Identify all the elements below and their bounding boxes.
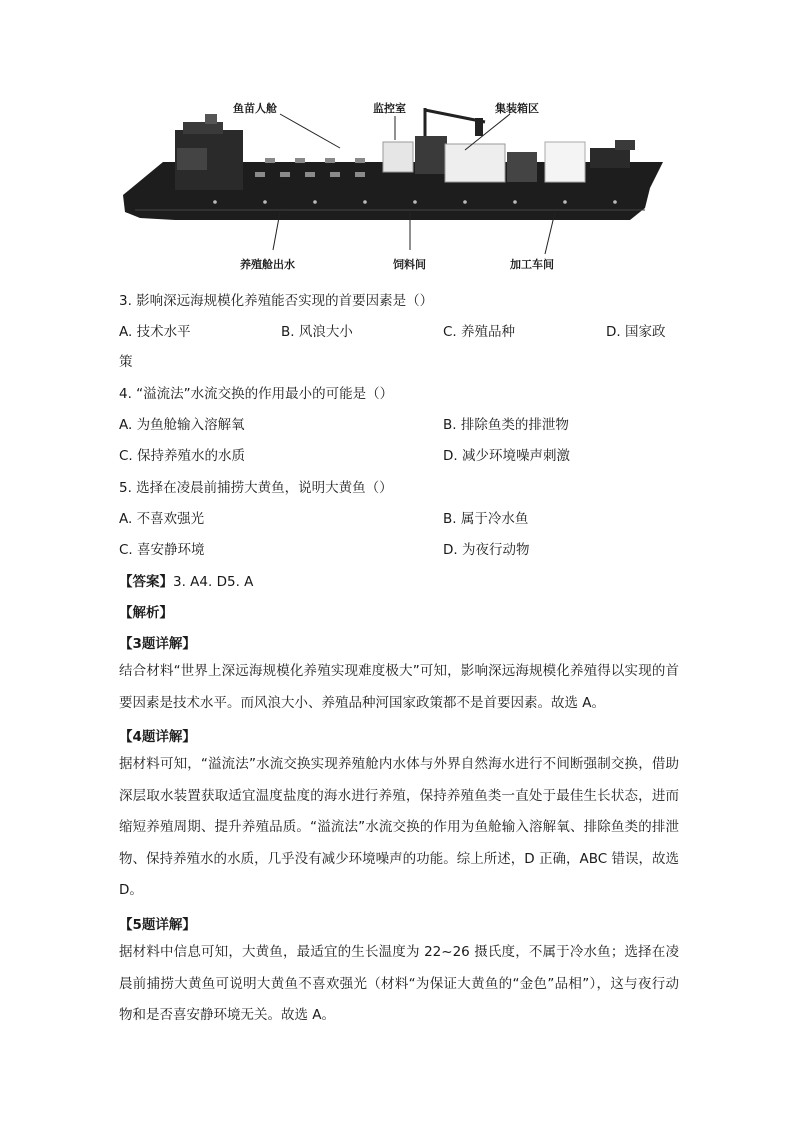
detail-3-text: 结合材料“世界上深远海规模化养殖实现难度极大”可知，影响深远海规模化养殖得以实现的首要因素是技术水平。而风浪大小、养殖品种河国家政策都不是首要因素。故选 A。: [119, 663, 679, 711]
q4-option-c: C. 保持养殖水的水质: [119, 448, 246, 464]
q3-option-a: A. 技术水平: [119, 324, 191, 340]
detail-5-text: 据材料中信息可知，大黄鱼，最适宜的生长温度为 22~26 摄氏度，不属于冷水鱼；选择在凌晨前捕捞大黄鱼可说明大黄鱼不喜欢强光（材料“为保证大黄鱼的“金色”品相”），这与夜行动物和是否喜安静环境无关。故选 A。: [119, 944, 679, 1023]
answer-text: 3. A4. D5. A: [173, 574, 254, 590]
q4-stem: 4. “溢流法”水流交换的作用最小的可能是（）: [119, 386, 394, 402]
q4-option-b: B. 排除鱼类的排泄物: [443, 417, 569, 433]
label-processing: 加工车间: [510, 258, 554, 271]
q4-option-d: D. 减少环境噪声刺激: [443, 448, 570, 464]
label-fry-cabin: 鱼苗人舱: [233, 102, 277, 115]
analysis-label: 【解析】: [119, 605, 173, 621]
q4-option-a: A. 为鱼舱输入溶解氧: [119, 417, 245, 433]
q5-option-b: B. 属于冷水鱼: [443, 511, 529, 527]
detail-5-label: 【5题详解】: [119, 917, 196, 933]
label-feed-room: 饲料间: [393, 258, 426, 271]
ship-figure: [115, 100, 675, 280]
detail-3-label: 【3题详解】: [119, 636, 196, 652]
detail-4-label: 【4题详解】: [119, 729, 196, 745]
q3-option-b: B. 风浪大小: [281, 324, 353, 340]
q3-option-c: C. 养殖品种: [443, 324, 516, 340]
q5-option-d: D. 为夜行动物: [443, 542, 530, 558]
q3-stem: 3. 影响深远海规模化养殖能否实现的首要因素是（）: [119, 293, 434, 309]
q5-option-c: C. 喜安静环境: [119, 542, 205, 558]
label-container-area: 集装箱区: [495, 102, 539, 115]
answer-label: 【答案】: [119, 574, 173, 590]
q3-option-d-cont: 策: [119, 354, 133, 370]
detail-4-text: 据材料可知，“溢流法”水流交换实现养殖舱内水体与外界自然海水进行不间断强制交换，借助深层取水装置获取适宜温度盐度的海水进行养殖，保持养殖鱼类一直处于最佳生长状态，进而缩短养殖周期、提升养殖品质。“溢流法”水流交换的作用为鱼舱输入溶解氧、排除鱼类的排泄物、保持养殖水的水质，几乎没有减少环境噪声的功能。综上所述，D 正确，ABC 错误，故选 D。: [119, 756, 679, 898]
q3-option-d: D. 国家政: [606, 324, 666, 340]
answer-line: [119, 572, 253, 592]
ship-illustration: [115, 100, 675, 280]
label-cabin-outlet: 养殖舱出水: [240, 258, 295, 271]
label-control-room: 监控室: [373, 102, 406, 115]
q5-option-a: A. 不喜欢强光: [119, 511, 205, 527]
q5-stem: 5. 选择在凌晨前捕捞大黄鱼，说明大黄鱼（）: [119, 480, 393, 496]
